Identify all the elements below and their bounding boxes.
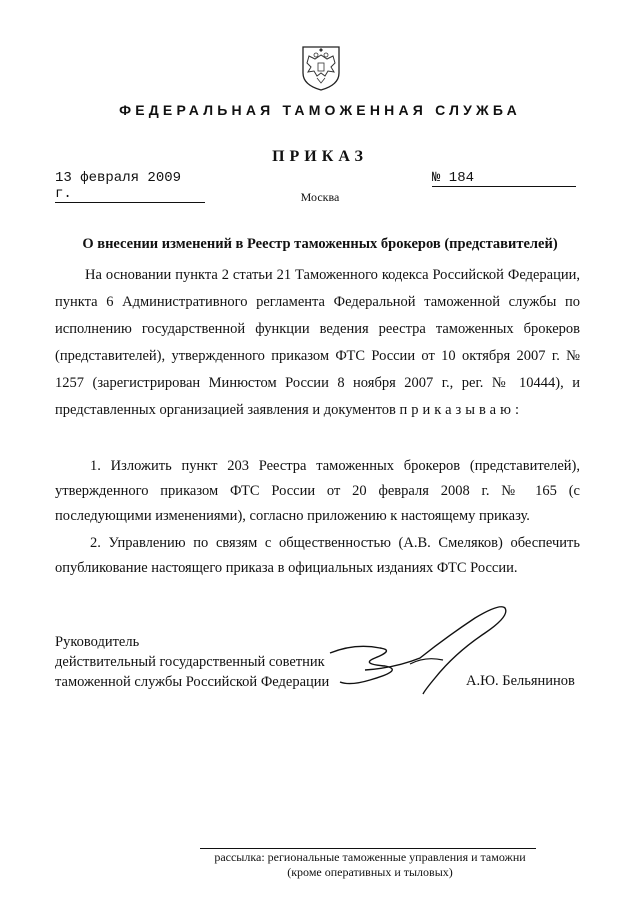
agency-name: ФЕДЕРАЛЬНАЯ ТАМОЖЕННАЯ СЛУЖБА xyxy=(119,102,521,118)
distribution-list xyxy=(195,850,545,880)
distribution-line: рассылка: региональные таможенные управления и таможни xyxy=(214,850,526,864)
signatory-title-line: таможенной службы Российской Федерации xyxy=(55,674,330,690)
order-word: приказываю: xyxy=(399,402,523,418)
distribution-line: (кроме оперативных и тыловых) xyxy=(287,865,453,879)
document-type: ПРИКАЗ xyxy=(272,148,368,165)
signatory-title-line: действительный государственный советник xyxy=(55,654,325,670)
document-title: О внесении изменений в Реестр таможенных брокеров (представителей) xyxy=(82,236,558,252)
state-emblem-icon xyxy=(300,45,342,91)
divider xyxy=(200,848,536,849)
signatory-name: А.Ю. Бельянинов xyxy=(466,673,575,689)
order-number: № 184 xyxy=(432,170,576,187)
signatory-title-line: Руководитель xyxy=(55,634,140,650)
order-item-2: 2. Управлению по связям с общественностью (А.В. Смеляков) обеспечить опубликование настоящего приказа в официальных изданиях ФТС России. xyxy=(55,535,580,576)
preamble-paragraph xyxy=(55,262,580,424)
order-date: 13 февраля 2009 г. xyxy=(55,170,205,203)
order-city: Москва xyxy=(300,190,340,204)
signatory-title xyxy=(55,632,329,692)
preamble-text: На основании пункта 2 статьи 21 Таможенного кодекса Российской Федерации, пункта 6 Административного регламента Федеральной таможенной службы по исполнению государственной функции ведения реестра таможенных брокеров (представителей), утвержденного приказом ФТС России от 10 октября 2007 г. № 1257 (зарегистрирован Минюстом России 8 ноября 2007 г., рег. № 10444), и представленных организацией заявления и документов xyxy=(55,267,580,418)
order-item-1: 1. Изложить пункт 203 Реестра таможенных брокеров (представителей), утвержденного приказом ФТС России от 20 февраля 2008 г. № 165 (с последующими изменениями), согласно приложению к настоящему приказу. xyxy=(55,458,580,524)
